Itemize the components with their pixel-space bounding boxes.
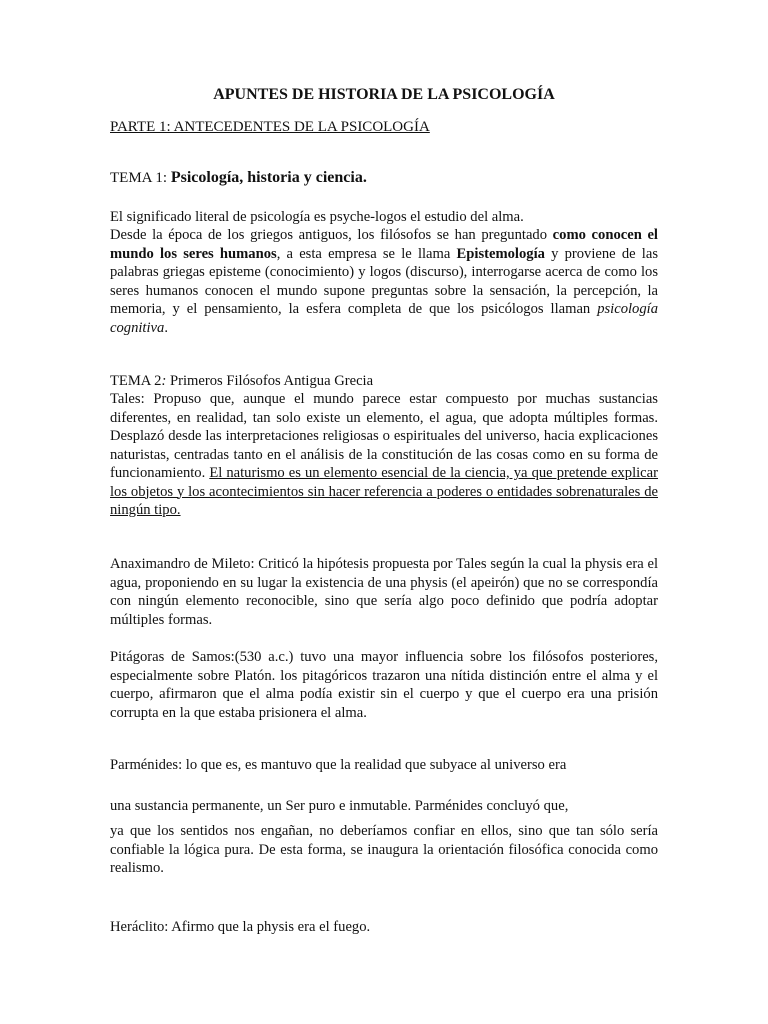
document-title: APUNTES DE HISTORIA DE LA PSICOLOGÍA bbox=[213, 86, 555, 103]
pitagoras-paragraph: Pitágoras de Samos:(530 a.c.) tuvo una mayor influencia sobre los filósofos posteriores, especialmente sobre Platón. los pitagóricos trazaron una nítida distinción entre el alma y el cuerpo, afirmaron que el alma podía existir sin el cuerpo y que el cuerpo era una prisión corrupta en la que estaba prisionera el alma. bbox=[110, 649, 658, 721]
tema1-label: TEMA 1: bbox=[110, 170, 171, 186]
parmenides-line-1: Parménides: lo que es, es mantuvo que la realidad que subyace al universo era bbox=[110, 757, 567, 773]
intro-paragraph bbox=[110, 226, 658, 337]
intro-bold-1: como conocen el mundo los seres humanos bbox=[110, 227, 658, 262]
tema1-heading bbox=[110, 168, 367, 188]
intro-line: El significado literal de psicología es psyche-logos el estudio del alma. bbox=[110, 209, 524, 225]
intro-italic: psicología cognitiva bbox=[110, 301, 658, 336]
intro-bold-2: Epistemología bbox=[456, 245, 545, 262]
intro-text-3: y proviene de las palabras griegas episteme (conocimiento) y logos (discurso), interrogarse acerca de como los seres humanos conocen el mundo supone preguntas sobre la sensación, la percepción, la memoria, y el pensamiento, la esfera completa de que los psicólogos llaman bbox=[110, 245, 659, 317]
tales-text: Tales: Propuso que, aunque el mundo parece estar compuesto por muchas sustancias diferentes, en realidad, tan solo existe un elemento, el agua, que adopta múltiples formas. Desplazó desde las interpretaciones religiosas o espirituales del universo, hacia explicaciones naturistas, centradas tanto en el análisis de la constitución de las cosas como en su forma de funcionamiento. bbox=[110, 391, 658, 481]
anaximandro-paragraph: Anaximandro de Mileto: Criticó la hipótesis propuesta por Tales según la cual la physis era el agua, proponiendo en su lugar la existencia de una physis (el apeirón) que no se correspondía con ningún elemento reconocible, sino que sería algo poco definido que podría adoptar múltiples formas. bbox=[110, 556, 658, 628]
intro-text-4: . bbox=[164, 319, 168, 336]
tema1-title: Psicología, historia y ciencia. bbox=[170, 169, 367, 186]
tema2-label: TEMA 2 bbox=[110, 373, 162, 389]
parmenides-paragraph: ya que los sentidos nos engañan, no deberíamos confiar en ellos, sino que tan sólo sería confiable la lógica pura. De esta forma, se inaugura la orientación filosófica conocida como realismo. bbox=[110, 823, 658, 876]
part-heading: PARTE 1: ANTECEDENTES DE LA PSICOLOGÍA bbox=[110, 119, 430, 135]
tema2-heading bbox=[110, 372, 658, 391]
intro-text-1: Desde la época de los griegos antiguos, los filósofos se han preguntado bbox=[110, 227, 553, 243]
parmenides-line-2: una sustancia permanente, un Ser puro e inmutable. Parménides concluyó que, bbox=[110, 798, 569, 814]
tales-paragraph bbox=[110, 390, 658, 520]
intro-text-2: , a esta empresa se le llama bbox=[276, 245, 457, 262]
tema2-colon: : bbox=[161, 373, 167, 389]
tales-underlined-text: El naturismo es un elemento esencial de la ciencia, ya que pretende explicar los objetos y los acontecimientos sin hacer referencia a poderes o entidades sobrenaturales de ningún tipo. bbox=[110, 465, 659, 518]
tema2-title: Primeros Filósofos Antigua Grecia bbox=[166, 373, 374, 389]
heraclito-paragraph: Heráclito: Afirmo que la physis era el fuego. bbox=[110, 919, 371, 935]
